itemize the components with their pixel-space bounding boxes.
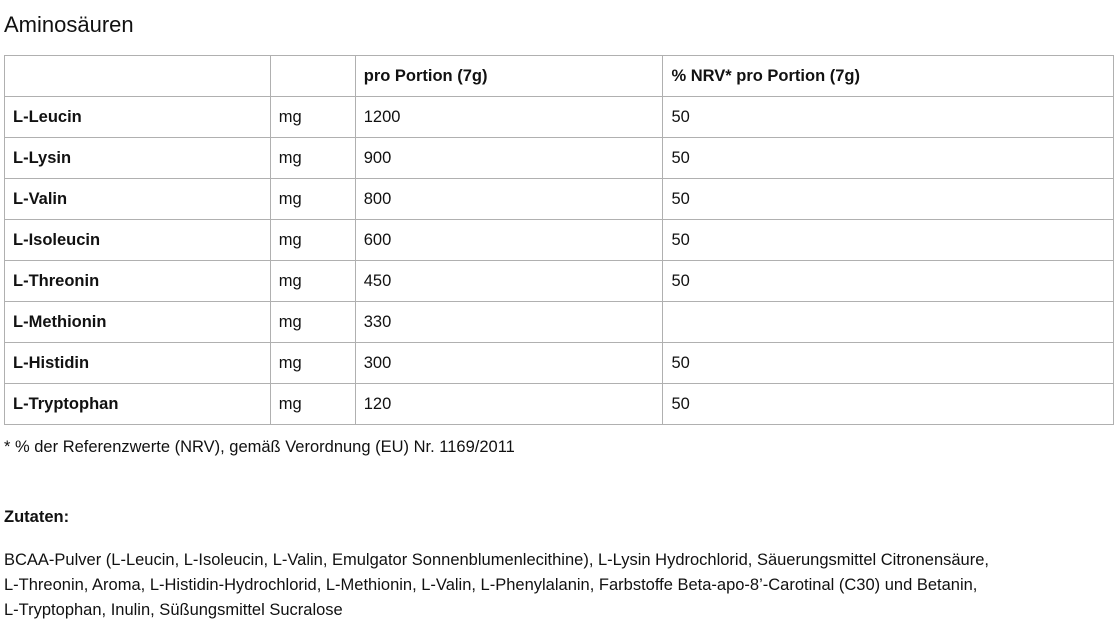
table-row — [5, 179, 1114, 220]
table-row — [5, 97, 1114, 138]
row-nrv: 50 — [663, 179, 1114, 220]
amino-acid-table — [4, 55, 1114, 425]
ingredients-line: L-Threonin, Aroma, L-Histidin-Hydrochlorid, L-Methionin, L-Valin, L-Phenylalanin, Farbstoffe Beta-apo-8’-Carotinal (C30) und Betanin, — [4, 576, 978, 594]
row-nrv: 50 — [663, 138, 1114, 179]
row-name: L-Histidin — [5, 343, 271, 384]
row-nrv: 50 — [663, 220, 1114, 261]
table-row — [5, 343, 1114, 384]
row-nrv: 50 — [663, 384, 1114, 425]
row-unit: mg — [270, 302, 355, 343]
row-unit: mg — [270, 138, 355, 179]
table-row — [5, 261, 1114, 302]
ingredients-line: BCAA-Pulver (L-Leucin, L-Isoleucin, L-Valin, Emulgator Sonnenblumenlecithine), L-Lysin Hydrochlorid, Säuerungsmittel Citronensäure, — [4, 551, 989, 569]
header-name — [5, 56, 271, 97]
row-unit: mg — [270, 179, 355, 220]
row-amount: 1200 — [355, 97, 663, 138]
row-name: L-Isoleucin — [5, 220, 271, 261]
row-name: L-Lysin — [5, 138, 271, 179]
table-header-row — [5, 56, 1114, 97]
row-name: L-Tryptophan — [5, 384, 271, 425]
row-name: L-Threonin — [5, 261, 271, 302]
row-nrv: 50 — [663, 97, 1114, 138]
row-unit: mg — [270, 97, 355, 138]
row-amount: 120 — [355, 384, 663, 425]
page-title: Aminosäuren — [4, 12, 134, 37]
row-name: L-Valin — [5, 179, 271, 220]
row-name: L-Methionin — [5, 302, 271, 343]
row-name: L-Leucin — [5, 97, 271, 138]
header-unit — [270, 56, 355, 97]
row-nrv: 50 — [663, 343, 1114, 384]
row-unit: mg — [270, 384, 355, 425]
ingredients-line: L-Tryptophan, Inulin, Süßungsmittel Sucralose — [4, 601, 343, 619]
table-row — [5, 384, 1114, 425]
nrv-footnote: * % der Referenzwerte (NRV), gemäß Verordnung (EU) Nr. 1169/2011 — [4, 438, 515, 456]
row-nrv — [663, 302, 1114, 343]
table-row — [5, 138, 1114, 179]
row-amount: 450 — [355, 261, 663, 302]
ingredients-heading: Zutaten: — [4, 508, 70, 526]
row-amount: 300 — [355, 343, 663, 384]
header-per-portion: pro Portion (7g) — [355, 56, 663, 97]
row-amount: 600 — [355, 220, 663, 261]
table-row — [5, 302, 1114, 343]
header-nrv: % NRV* pro Portion (7g) — [663, 56, 1114, 97]
table-row — [5, 220, 1114, 261]
row-nrv: 50 — [663, 261, 1114, 302]
row-unit: mg — [270, 261, 355, 302]
row-amount: 900 — [355, 138, 663, 179]
ingredients-text — [4, 548, 1104, 623]
row-unit: mg — [270, 343, 355, 384]
row-amount: 330 — [355, 302, 663, 343]
row-amount: 800 — [355, 179, 663, 220]
row-unit: mg — [270, 220, 355, 261]
